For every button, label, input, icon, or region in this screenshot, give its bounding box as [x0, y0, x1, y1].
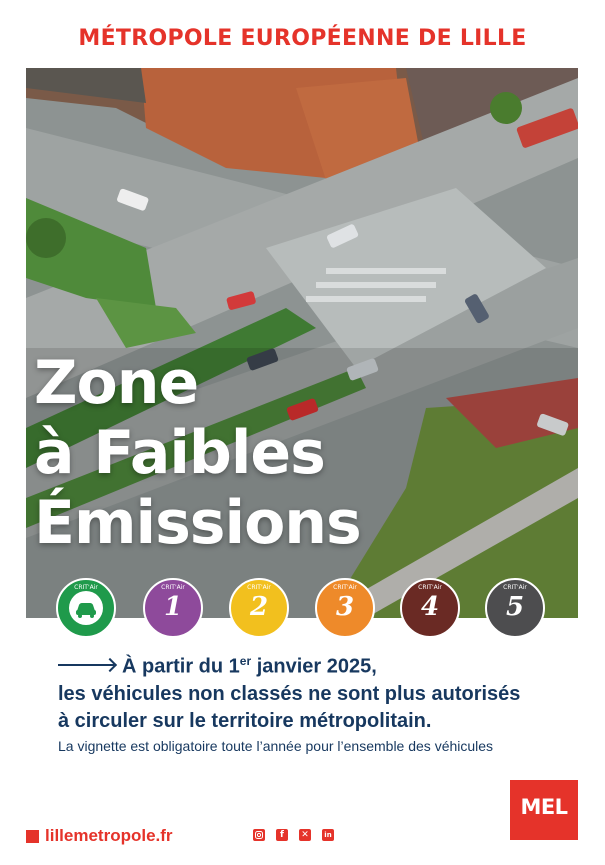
message-date-line — [58, 648, 520, 680]
critair-1-badge — [143, 578, 203, 638]
critair-label: CRIT'Air — [418, 584, 442, 591]
message-intro-sup: er — [239, 654, 252, 668]
critair-5-badge — [485, 578, 545, 638]
message-intro: À partir du 1 — [122, 655, 240, 678]
critair-2-badge — [229, 578, 289, 638]
instagram-icon[interactable] — [253, 829, 265, 841]
mel-logo — [510, 780, 578, 840]
facebook-icon[interactable]: f — [276, 829, 288, 841]
message-line-3: à circuler sur le territoire métropolitain. — [58, 709, 432, 732]
headline — [34, 348, 361, 558]
x-icon[interactable]: ✕ — [299, 829, 311, 841]
critair-1-number: 1 — [163, 592, 183, 622]
critair-label: CRIT'Air — [247, 584, 271, 591]
critair-4-badge — [400, 578, 460, 638]
critair-label: CRIT'Air — [503, 584, 527, 591]
headline-line-3: Émissions — [34, 488, 361, 558]
critair-4-number: 4 — [420, 592, 440, 622]
critair-label: CRIT'Air — [74, 584, 98, 591]
critair-3-number: 3 — [335, 592, 355, 622]
critair-badges — [56, 578, 556, 640]
critair-2-number: 2 — [249, 592, 269, 622]
message-intro-end: janvier 2025, — [251, 655, 377, 678]
critair-5-number: 5 — [505, 592, 525, 622]
website-text: lillemetropole.fr — [45, 826, 173, 845]
headline-line-1: Zone — [34, 348, 199, 418]
mel-logo-text: MEL — [520, 795, 568, 819]
critair-3-badge — [315, 578, 375, 638]
arrow-right-icon — [58, 664, 114, 666]
critair-label: CRIT'Air — [333, 584, 357, 591]
critair-electric-badge — [56, 578, 116, 638]
org-title: MÉTROPOLE EUROPÉENNE DE LILLE — [78, 26, 527, 51]
critair-label: CRIT'Air — [161, 584, 185, 591]
linkedin-icon[interactable]: in — [322, 829, 334, 841]
social-links — [253, 829, 345, 841]
regulation-message — [58, 648, 520, 756]
message-line-4: La vignette est obligatoire toute l’année pour l’ensemble des véhicules — [58, 737, 494, 754]
square-bullet-icon — [26, 830, 39, 843]
electric-car-icon — [69, 591, 103, 625]
website-link[interactable] — [26, 825, 173, 847]
headline-line-2: à Faibles — [34, 418, 325, 488]
message-line-2: les véhicules non classés ne sont plus autorisés — [58, 682, 521, 705]
